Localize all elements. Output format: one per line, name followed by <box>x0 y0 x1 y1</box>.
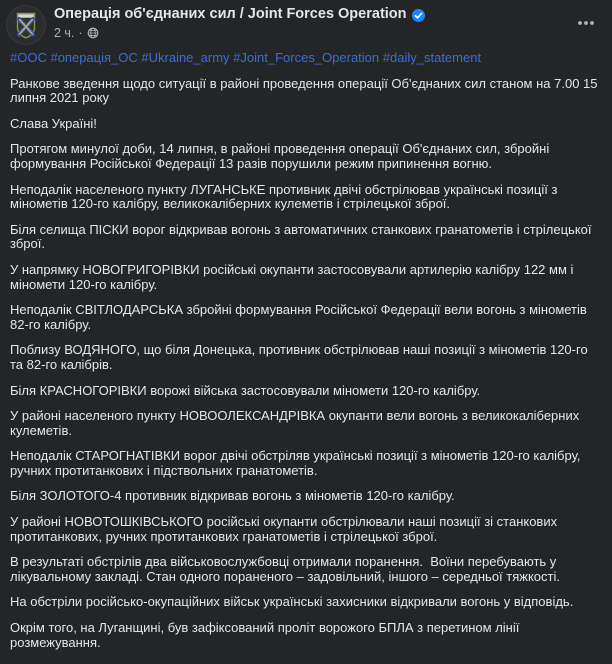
hashtag-link[interactable]: #Joint_Forces_Operation <box>233 50 380 65</box>
post-timestamp-link[interactable]: 2 ч. <box>54 26 75 40</box>
verified-badge-icon <box>412 9 425 22</box>
audience-globe-icon <box>87 27 99 39</box>
post-paragraph: Слава Україні! <box>10 115 97 131</box>
hashtag-link[interactable]: #daily_statement <box>382 50 482 65</box>
post-paragraph: У напрямку НОВОГРИГОРІВКИ російські окупанти застосовували артилерію калібру 122 мм і міномети 120-го калібру. <box>10 261 578 292</box>
post-paragraph: Окрім того, на Луганщині, був зафіксований проліт ворожого БПЛА з перетином лінії розмежування. <box>10 620 523 650</box>
post-paragraph: На обстріли російсько-окупаційних військ українські захисники відкривали вогонь у відповідь. <box>10 594 574 610</box>
post-paragraph: Неподалік СВІТЛОДАРСЬКА збройні формування Російської Федерації вели вогонь з мінометів 82-го калібру. <box>10 302 591 332</box>
post-paragraph: Неподалік населеного пункту ЛУГАНСЬКЕ противник двічі обстрілював українські позиції з мінометів 120-го калібру, великокаліберних кулеметів і стрілецької зброї. <box>10 181 562 212</box>
meta-separator: · <box>78 26 83 40</box>
page-avatar[interactable] <box>6 5 46 45</box>
post-header <box>0 0 612 49</box>
post-paragraphs <box>10 77 600 651</box>
post-paragraph: В результаті обстрілів два військовослужбовці отримали поранення. Воїни перебувають у лікувальному закладі. Стан одного пораненого – задовільний, іншого – середньої тяжкості. <box>10 554 560 584</box>
post-meta-row <box>54 25 570 41</box>
post-paragraph: Біля селища ПІСКИ ворог відкривав вогонь з автоматичних станкових гранатометів і стрілецької зброї. <box>10 221 596 252</box>
hashtag-link[interactable]: #операція_ОС <box>50 50 138 65</box>
post-paragraph: Біля ЗОЛОТОГО-4 противник відкривав вогонь з мінометів 120-го калібру. <box>10 488 455 504</box>
post-body <box>0 49 612 650</box>
post-paragraph: Біля КРАСНОГОРІВКИ ворожі війська застосовували міномети 120-го калібру. <box>10 382 481 398</box>
hashtag-link[interactable]: #ООС <box>10 50 47 65</box>
post-paragraph: У районі населеного пункту НОВООЛЕКСАНДРІВКА окупанти вели вогонь з великокаліберних кулеметів. <box>10 408 583 438</box>
post-paragraph: Протягом минулої доби, 14 липня, в районі проведення операції Об'єднаних сил, збройні формування Російської Федерації 13 разів порушили режим припинення вогню. <box>10 141 553 171</box>
post-paragraph: У районі НОВОТОШКІВСЬКОГО російські окупанти обстрілювали наші позиції зі станкових протитанкових, ручних протитанкових гранатометів і стрілецької зброї. <box>10 514 561 544</box>
post-paragraph: Поблизу ВОДЯНОГО, що біля Донецька, противник обстрілював наші позиції з мінометів 120-го та 82-го калібрів. <box>10 342 592 372</box>
joint-forces-emblem-icon <box>6 32 46 45</box>
page-name-link[interactable]: Операція об'єднаних сил / Joint Forces Operation <box>54 6 407 22</box>
header-text <box>54 5 570 41</box>
hashtag-line <box>10 51 600 66</box>
post-paragraph: Ранкове зведення щодо ситуації в районі проведення операції Об'єднаних сил станом на 7.00 15 липня 2021 року <box>10 75 602 106</box>
post-options-button[interactable] <box>570 7 602 39</box>
post-paragraph: Неподалік СТАРОГНАТІВКИ ворог двічі обстріляв українські позиції з мінометів 120-го калібру, ручних протитанкових і підствольних гранатометів. <box>10 448 585 478</box>
ellipsis-icon <box>576 13 596 33</box>
hashtag-link[interactable]: #Ukraine_army <box>141 50 230 65</box>
